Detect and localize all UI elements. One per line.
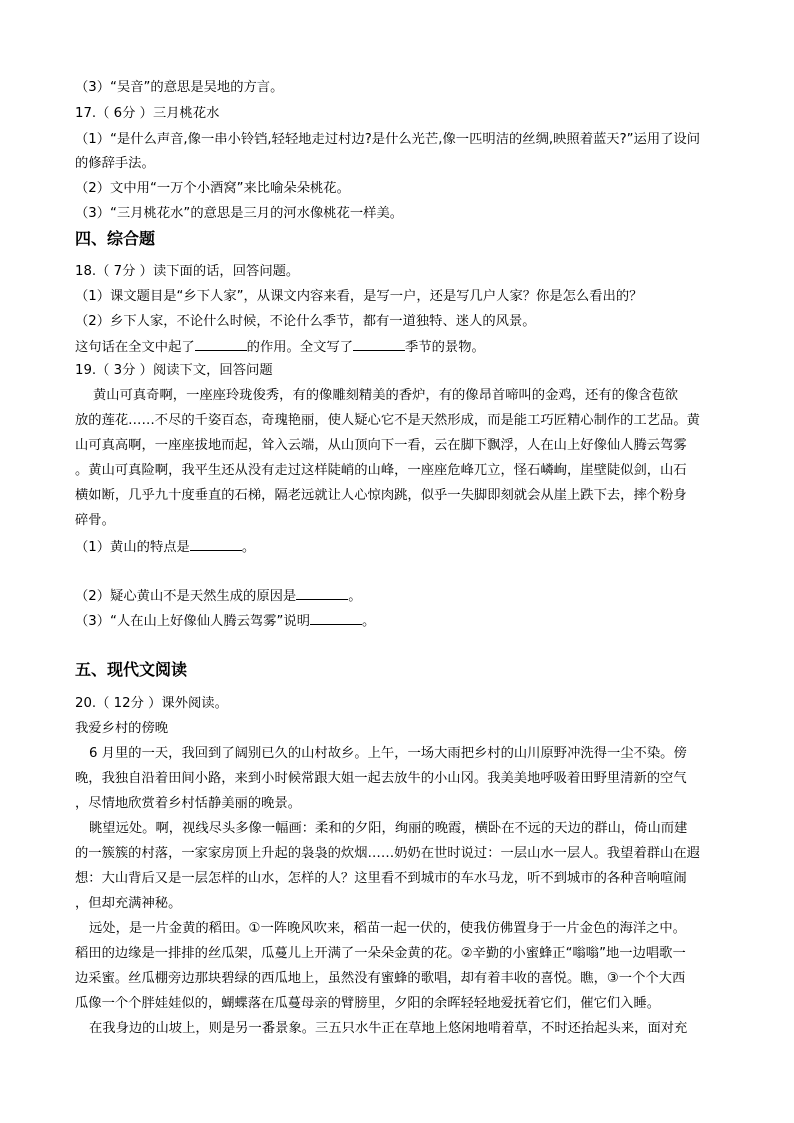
q19-item-1-end: 。 [241, 540, 256, 555]
q19-item-3 [75, 612, 375, 631]
q19-item-2 [75, 587, 362, 606]
q16-item-3: （3）“吴音”的意思是吴地的方言。 [75, 80, 284, 95]
answer-blank[interactable] [296, 587, 348, 600]
q20-passage-line: ，但却充满神秘。 [75, 896, 182, 911]
q18-item-1: （1）课文题目是“乡下人家”，从课文内容来看，是写一户，还是写几户人家？你是怎么看出的？ [75, 289, 643, 304]
q19-header: 19.（ 3分 ）阅读下文，回答问题 [75, 363, 273, 378]
answer-blank[interactable] [195, 338, 247, 351]
q19-item-3-text: （3）“人在山上好像仙人腾云驾雾”说明 [75, 614, 310, 629]
q19-item-3-end: 。 [362, 614, 376, 629]
q20-passage-line: 瓜像一个个胖娃娃似的，蝴蝶落在瓜蔓母亲的臂膀里，夕阳的余晖轻轻地爱抚着它们，催它们入睡。 [75, 996, 661, 1011]
answer-blank[interactable] [353, 338, 405, 351]
answer-blank[interactable] [310, 612, 362, 625]
q17-item-2: （2）文中用“一万个小酒窝”来比喻朵朵桃花。 [75, 181, 350, 196]
q19-passage-line: 横如断，几乎九十度垂直的石梯，隔老远就让人心惊肉跳，似乎一失脚即刻就会从崖上跌下去，摔个粉身 [75, 488, 687, 503]
q20-passage-line: 在我身边的山坡上，则是另一番景象。三五只水牛正在草地上悠闲地啃着草，不时还抬起头来，面对充 [89, 1021, 688, 1036]
q19-item-2-text: （2）疑心黄山不是天然生成的原因是 [75, 589, 297, 604]
q20-passage-title: 我爱乡村的傍晚 [75, 721, 169, 736]
q17-item-1: （1）“是什么声音,像一串小铃铛,轻轻地走过村边?是什么光芒,像一匹明洁的丝绸,映照着蓝天?”运用了设问 [75, 132, 701, 147]
q18-text-a: 这句话在全文中起了 [75, 340, 195, 355]
q20-passage-line: ，尽情地欣赏着乡村恬静美丽的晚景。 [75, 796, 302, 811]
q19-passage-line: 放的莲花……不尽的千姿百态，奇瑰艳丽，使人疑心它不是天然形成，而是能工巧匠精心制作的工艺品。黄 [75, 413, 700, 428]
q20-passage-line: 晚，我独自沿着田间小路，来到小时候常跟大姐一起去放牛的小山冈。我美美地呼吸着田野里清新的空气 [75, 771, 687, 786]
q19-passage-line: 黄山可真奇啊，一座座玲珑俊秀，有的像雕刻精美的香炉，有的像昂首啼叫的金鸡，还有的像含苞欲 [93, 388, 679, 403]
answer-blank[interactable] [190, 538, 242, 551]
q17-item-3: （3）“三月桃花水”的意思是三月的河水像桃花一样美。 [75, 206, 404, 221]
q20-passage-line: 眺望远处。啊，视线尽头多像一幅画：柔和的夕阳，绚丽的晚霞，横卧在不远的天边的群山，倚山而建 [89, 821, 688, 836]
q20-passage-line: 远处，是一片金黄的稻田。①一阵晚风吹来，稻苗一起一伏的，使我仿佛置身于一片金色的海洋之中。 [89, 921, 686, 936]
q20-passage-line: 的一簇簇的村落，一家家房顶上升起的袅袅的炊烟……奶奶在世时说过：一层山水一层人。我望着群山在遐 [75, 846, 700, 861]
q18-item-2: （2）乡下人家，不论什么时候，不论什么季节，都有一道独特、迷人的风景。 [75, 314, 536, 329]
q18-header: 18.（ 7分 ）读下面的话，回答问题。 [75, 264, 300, 279]
q17-header: 17.（ 6分 ）三月桃花水 [75, 106, 220, 121]
section-4-heading: 四、综合题 [75, 229, 156, 248]
q18-text-b: 的作用。全文写了 [246, 340, 354, 355]
q20-passage-line: 6 月里的一天，我回到了阔别已久的山村故乡。上午，一场大雨把乡村的山川原野冲洗得一尘不染。傍 [89, 746, 687, 761]
q19-item-1 [75, 538, 255, 557]
q19-passage-line: 碎骨。 [75, 513, 115, 528]
q17-item-1-cont: 的修辞手法。 [75, 156, 155, 171]
q20-header: 20.（ 12分 ）课外阅读。 [75, 696, 228, 711]
q20-passage-line: 想：大山背后又是一层怎样的山水，怎样的人？这里看不到城市的车水马龙，听不到城市的各种音响喧闹 [75, 871, 687, 886]
q18-text-c: 季节的景物。 [405, 340, 485, 355]
q19-passage-line: 。黄山可真险啊，我平生还从没有走过这样陡峭的山峰，一座座危峰兀立，怪石嶙峋，崖壁陡似剑，山石 [75, 463, 687, 478]
section-5-heading: 五、现代文阅读 [75, 660, 188, 679]
q20-passage-line: 边采蜜。丝瓜棚旁边那块碧绿的西瓜地上，虽然没有蜜蜂的歌唱，却有着丰收的喜悦。瞧，③一个个大西 [75, 971, 686, 986]
q19-item-1-text: （1）黄山的特点是 [75, 540, 190, 555]
q19-passage-line: 山可真高啊，一座座拔地而起，耸入云端，从山顶向下一看，云在脚下飘浮，人在山上好像仙人腾云驾雾 [75, 438, 687, 453]
q18-item-2-cont [75, 338, 485, 357]
q20-passage-line: 稻田的边缘是一排排的丝瓜架，瓜蔓儿上开满了一朵朵金黄的花。②辛勤的小蜜蜂正“嗡嗡”地一边唱歌一 [75, 946, 686, 961]
q19-item-2-end: 。 [348, 589, 362, 604]
